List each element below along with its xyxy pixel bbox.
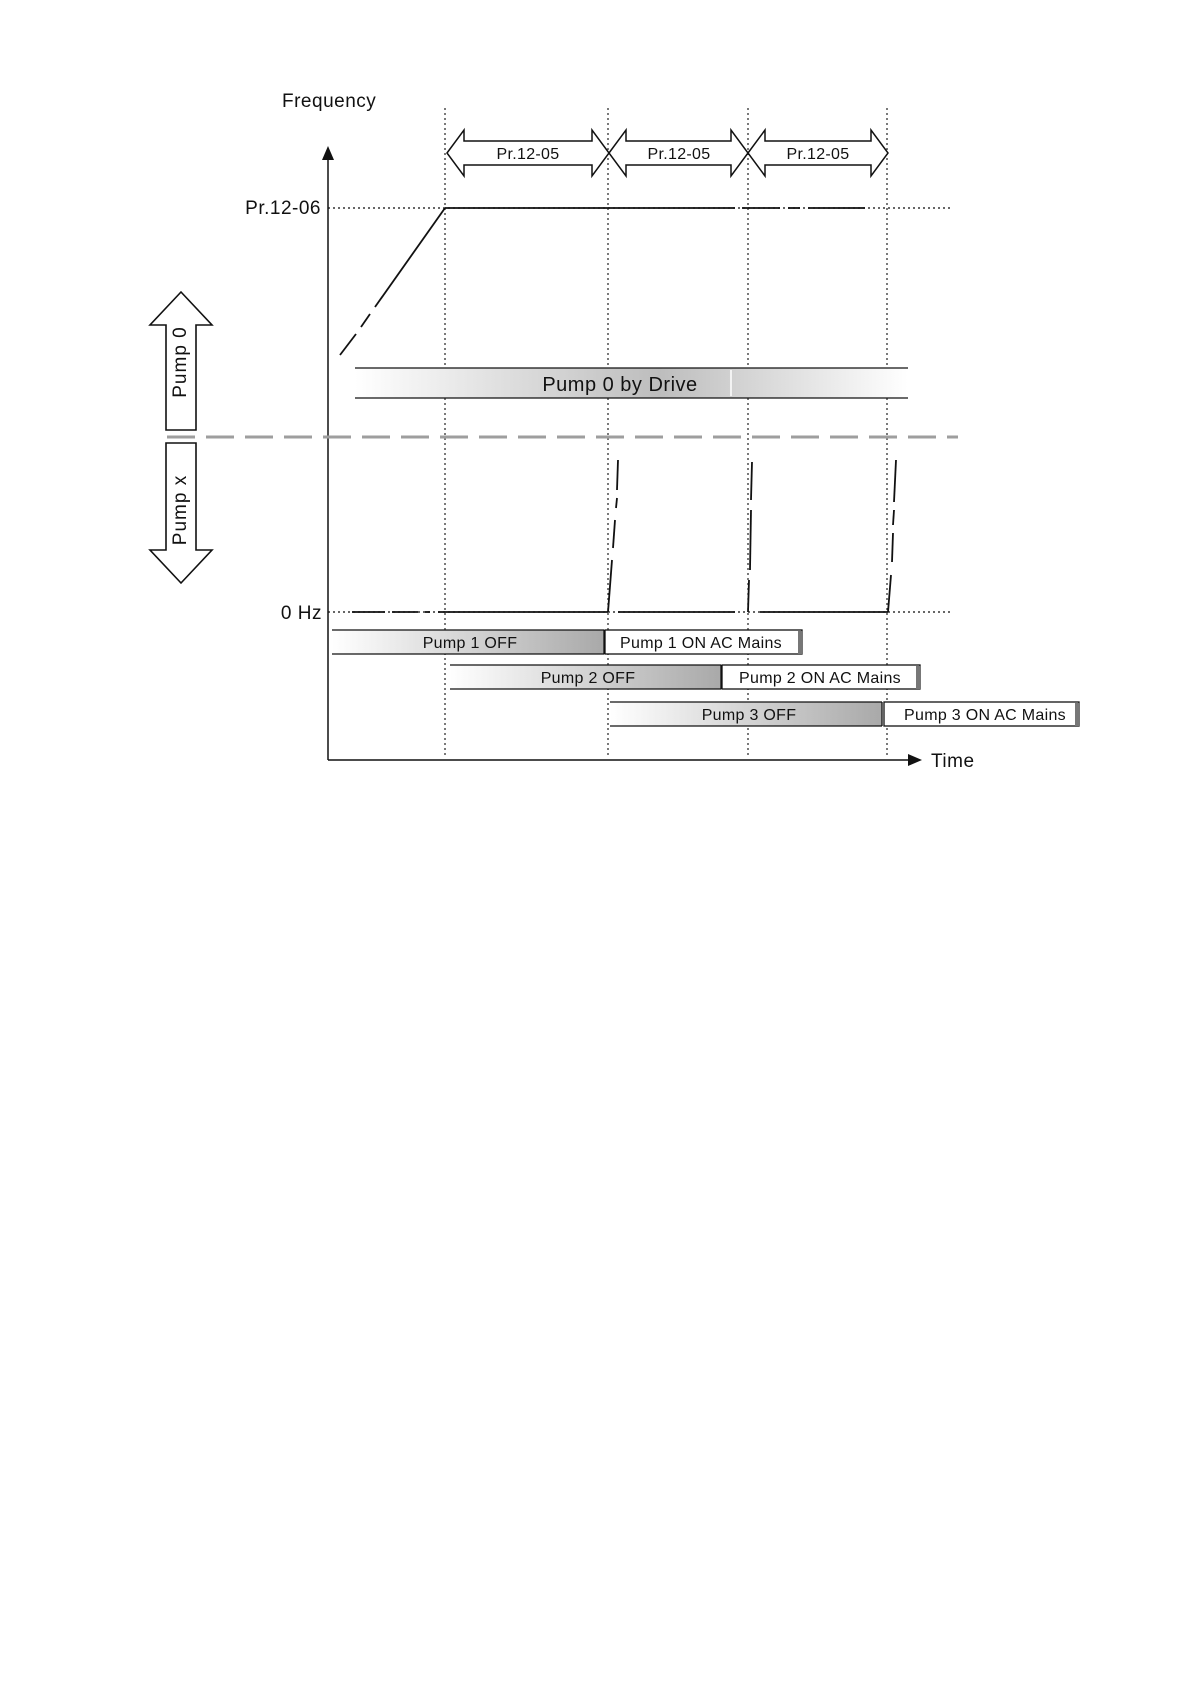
time-markers: [445, 108, 887, 758]
pump3-on-label: Pump 3 ON AC Mains: [904, 707, 1066, 724]
pump2-on-label: Pump 2 ON AC Mains: [739, 670, 901, 687]
pump0-frequency-trace: [340, 208, 865, 355]
y-axis-arrow-icon: [322, 146, 334, 160]
pump2-off-label: Pump 2 OFF: [540, 670, 636, 687]
interval-label-3: Pr.12-05: [786, 146, 850, 163]
pump3-off-label: Pump 3 OFF: [701, 707, 797, 724]
x-axis-arrow-icon: [908, 754, 922, 766]
pumpx-side-label: Pump x: [170, 474, 192, 546]
interval-label-1: Pr.12-05: [496, 146, 560, 163]
drive-bar-label: Pump 0 by Drive: [542, 374, 698, 396]
interval-label-2: Pr.12-05: [647, 146, 711, 163]
x-axis-label: Time: [931, 751, 975, 772]
y-axis-label: Frequency: [282, 91, 377, 112]
pump1-on-label: Pump 1 ON AC Mains: [620, 635, 782, 652]
zero-level-label: 0 Hz: [280, 603, 322, 624]
pump1-off-label: Pump 1 OFF: [422, 635, 518, 652]
pumpx-frequency-trace: [352, 460, 896, 612]
pump0-side-label: Pump 0: [170, 326, 192, 398]
upper-level-label: Pr.12-06: [245, 198, 321, 219]
